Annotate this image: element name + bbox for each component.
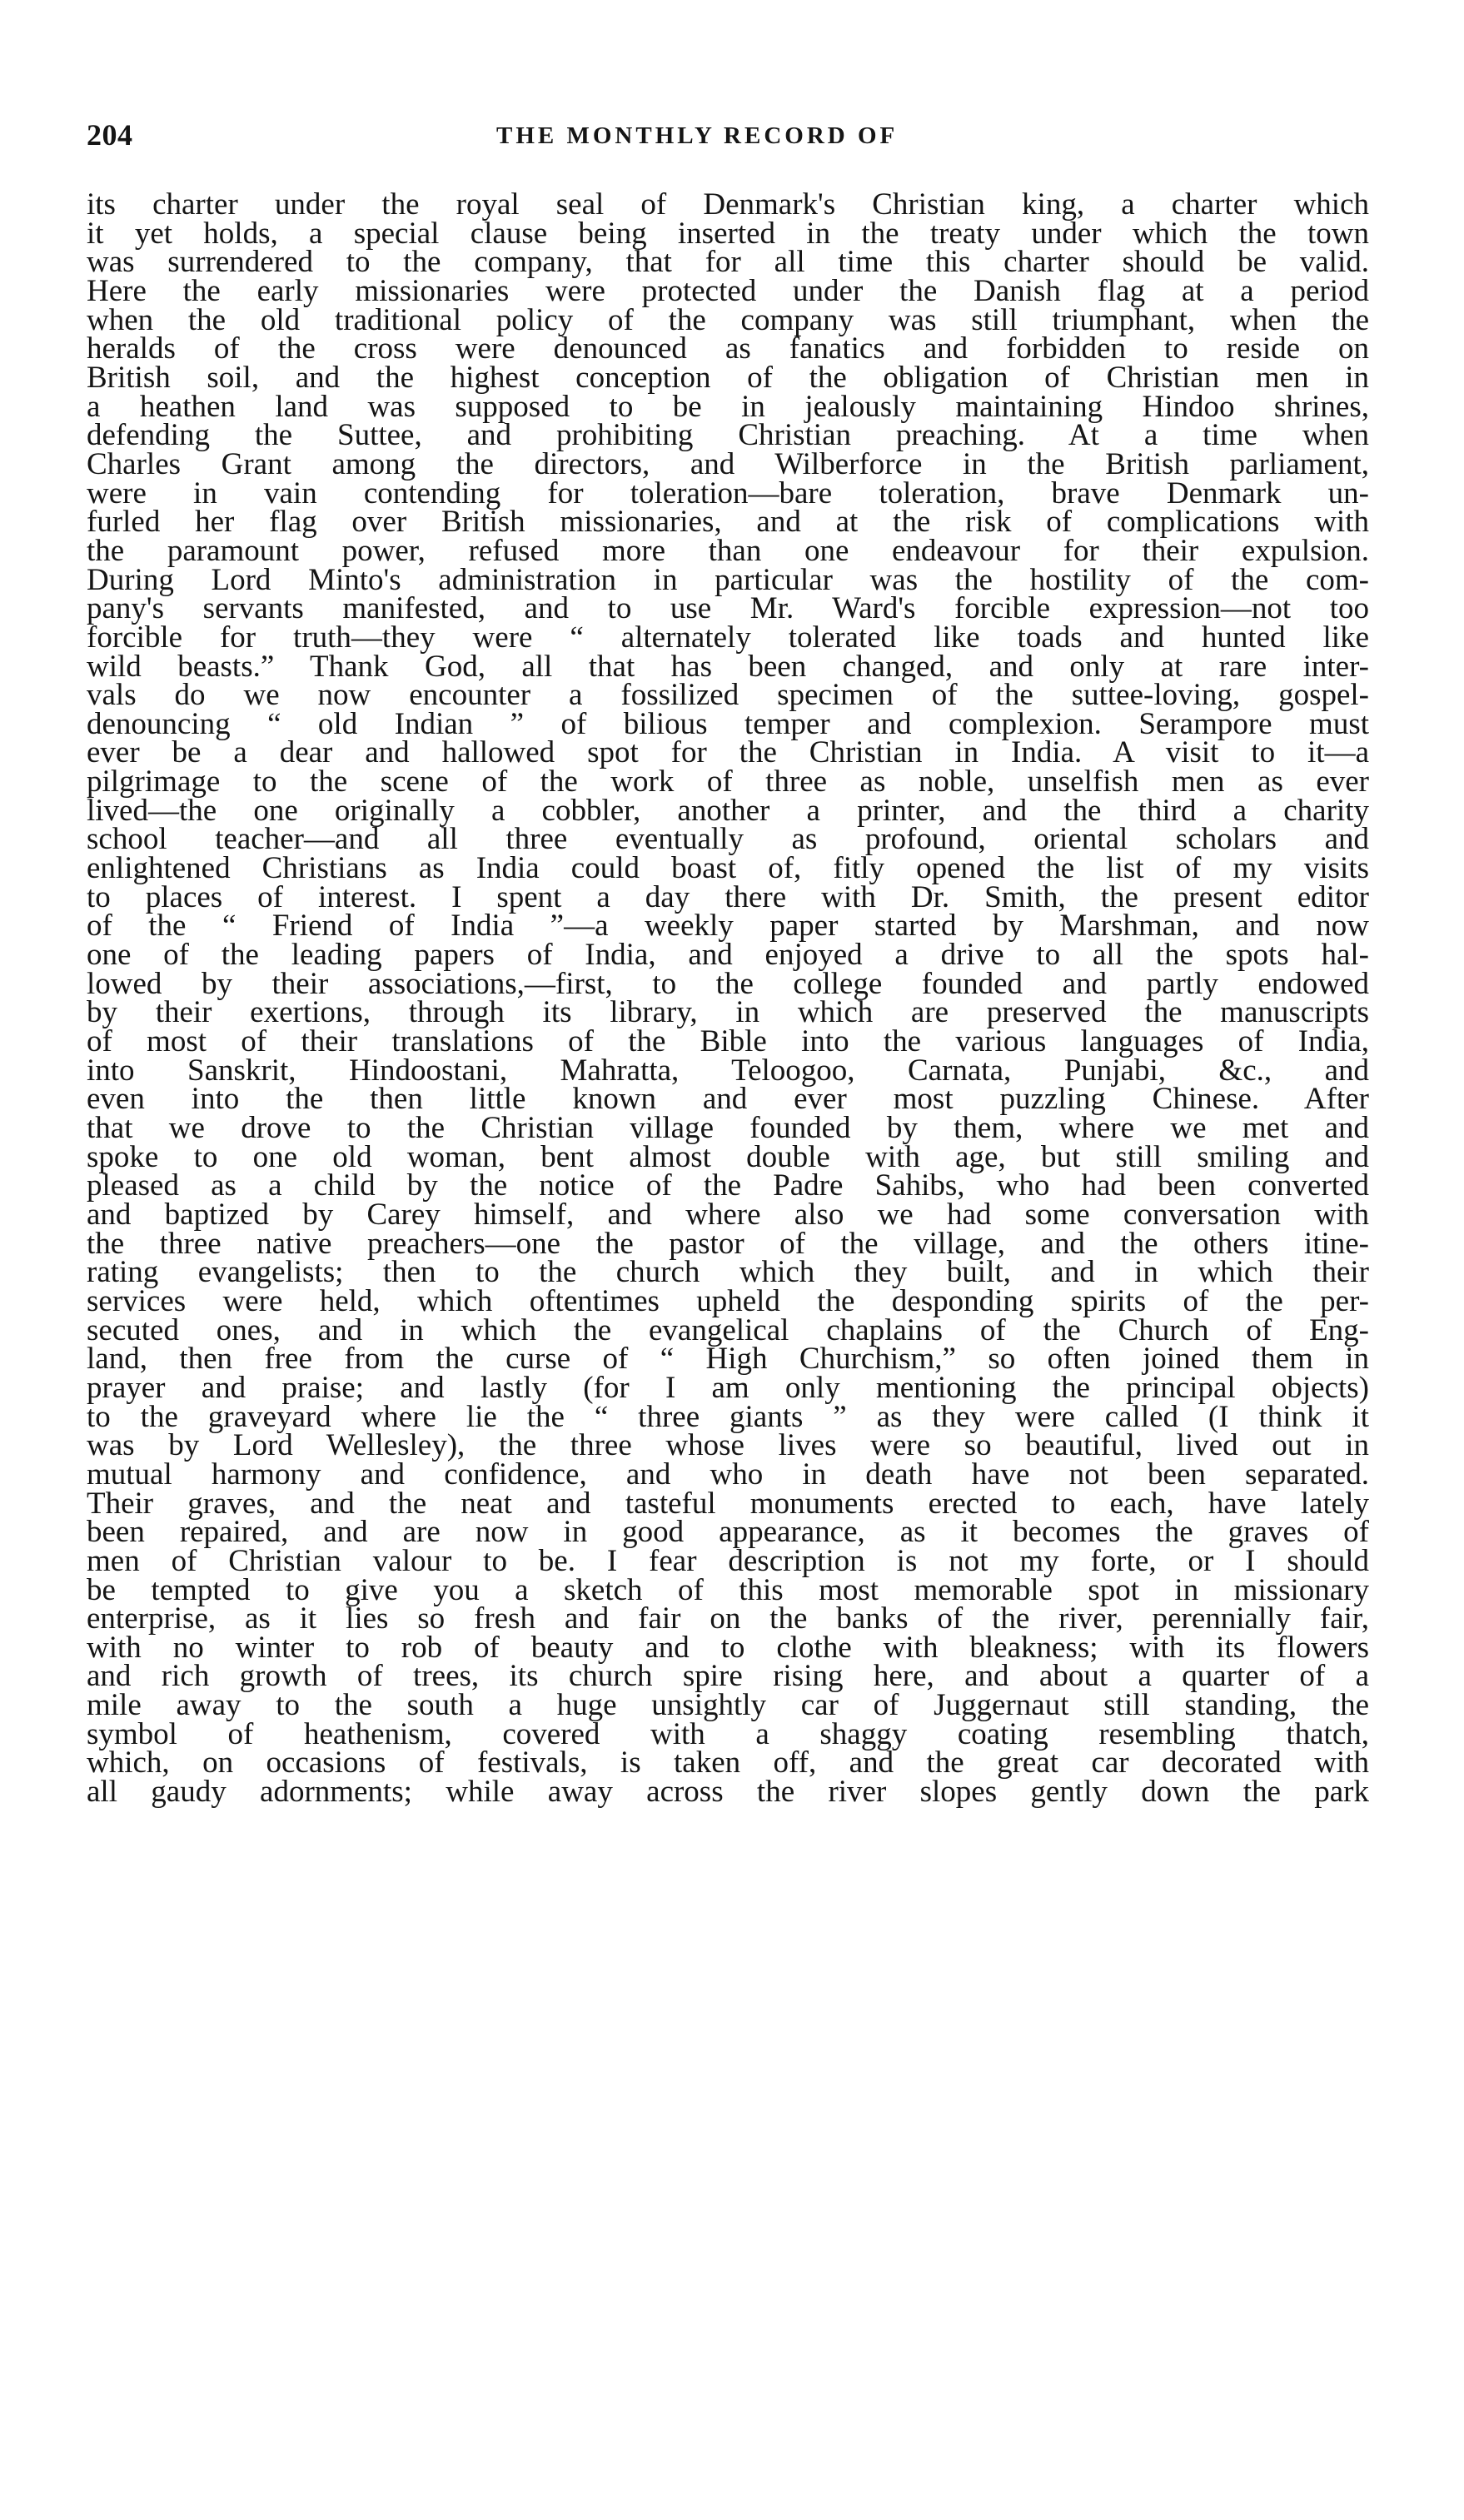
text-line: land, then free from the curse of “ High Churchism,” so often joined them in — [87, 1342, 1369, 1377]
text-line: pany's servants manifested, and to use Mr. Ward's forcible expression—not too — [87, 591, 1369, 626]
text-line: by their exertions, through its library, in which are preserved the manuscripts — [87, 995, 1369, 1030]
text-line: defending the Suttee, and prohibiting Christian preaching. At a time when — [87, 418, 1369, 453]
text-line: be tempted to give you a sketch of this most memorable spot in missionary — [87, 1572, 1369, 1607]
text-line: enterprise, as it lies so fresh and fair on the banks of the river, perennially fair, — [87, 1601, 1369, 1636]
text-line: Charles Grant among the directors, and Wilberforce in the British parliament, — [87, 446, 1369, 481]
text-line: furled her flag over British missionaries, and at the risk of complications with — [87, 505, 1369, 540]
text-line: the three native preachers—one the pastor of the village, and the others itine- — [87, 1226, 1369, 1261]
text-line: of the “ Friend of India ”—a weekly paper started by Marshman, and now — [87, 909, 1369, 944]
text-line: which, on occasions of festivals, is taken off, and the great car decorated with — [87, 1746, 1369, 1780]
text-line: secuted ones, and in which the evangelical chaplains of the Church of Eng- — [87, 1312, 1369, 1347]
text-line: to the graveyard where lie the “ three giants ” as they were called (I think it — [87, 1399, 1369, 1434]
text-line: spoke to one old woman, bent almost double with age, but still smiling and — [87, 1139, 1369, 1174]
text-line: a heathen land was supposed to be in jealously maintaining Hindoo shrines, — [87, 389, 1369, 424]
text-line: that we drove to the Christian village founded by them, where we met and — [87, 1111, 1369, 1145]
text-line: prayer and praise; and lastly (for I am only mentioning the principal objects) — [87, 1370, 1369, 1405]
text-line: enlightened Christians as India could boast of, fitly opened the list of my visits — [87, 851, 1369, 886]
text-line: it yet holds, a special clause being inserted in the treaty under which the town — [87, 216, 1369, 251]
text-line: even into the then little known and ever most puzzling Chinese. After — [87, 1082, 1369, 1117]
text-line: services were held, which oftentimes upheld the desponding spirits of the per- — [87, 1283, 1369, 1318]
text-line: rating evangelists; then to the church which they built, and in which their — [87, 1255, 1369, 1290]
text-line: pilgrimage to the scene of the work of three as noble, unselfish men as ever — [87, 764, 1369, 799]
text-line: to places of interest. I spent a day there with Dr. Smith, the present editor — [87, 879, 1369, 914]
text-line: its charter under the royal seal of Denmark's Christian king, a charter which — [87, 187, 1369, 222]
text-line: forcible for truth—they were “ alternately tolerated like toads and hunted like — [87, 620, 1369, 655]
text-line: was surrendered to the company, that for all time this charter should be valid. — [87, 245, 1369, 280]
text-line: mile away to the south a huge unsightly car of Juggernaut still standing, the — [87, 1688, 1369, 1723]
running-head: THE MONTHLY RECORD OF — [496, 122, 899, 149]
text-line: heralds of the cross were denounced as fanatics and forbidden to reside on — [87, 331, 1369, 366]
text-line: and baptized by Carey himself, and where also we had some conversation with — [87, 1197, 1369, 1232]
text-line: was by Lord Wellesley), the three whose lives were so beautiful, lived out in — [87, 1428, 1369, 1463]
text-line: one of the leading papers of India, and enjoyed a drive to all the spots hal- — [87, 938, 1369, 973]
text-line: with no winter to rob of beauty and to clothe with bleakness; with its flowers — [87, 1630, 1369, 1665]
text-line: all gaudy adornments; while away across the river slopes gently down the park — [87, 1775, 1369, 1810]
text-line: Here the early missionaries were protected under the Danish flag at a period — [87, 273, 1369, 308]
text-line: were in vain contending for toleration—bare toleration, brave Denmark un- — [87, 476, 1369, 510]
text-line: school teacher—and all three eventually as profound, oriental scholars and — [87, 822, 1369, 857]
text-line: Their graves, and the neat and tasteful monuments erected to each, have lately — [87, 1486, 1369, 1521]
text-line: into Sanskrit, Hindoostani, Mahratta, Teloogoo, Carnata, Punjabi, &c., and — [87, 1053, 1369, 1088]
page-number: 204 — [87, 118, 133, 152]
text-line: mutual harmony and confidence, and who in death have not been separated. — [87, 1457, 1369, 1492]
body-text — [87, 187, 1369, 1810]
text-line: and rich growth of trees, its church spire rising here, and about a quarter of a — [87, 1659, 1369, 1694]
text-line: lived—the one originally a cobbler, another a printer, and the third a charity — [87, 793, 1369, 828]
text-line: men of Christian valour to be. I fear description is not my forte, or I should — [87, 1543, 1369, 1578]
text-line: of most of their translations of the Bible into the various languages of India, — [87, 1024, 1369, 1059]
text-line: wild beasts.” Thank God, all that has been changed, and only at rare inter- — [87, 649, 1369, 684]
text-line: the paramount power, refused more than one endeavour for their expulsion. — [87, 533, 1369, 568]
text-line: been repaired, and are now in good appearance, as it becomes the graves of — [87, 1515, 1369, 1550]
text-line: During Lord Minto's administration in particular was the hostility of the com- — [87, 562, 1369, 597]
text-line: lowed by their associations,—first, to the college founded and partly endowed — [87, 966, 1369, 1001]
text-line: symbol of heathenism, covered with a shaggy coating resembling thatch, — [87, 1716, 1369, 1751]
text-line: ever be a dear and hallowed spot for the Christian in India. A visit to it—a — [87, 735, 1369, 770]
text-line: pleased as a child by the notice of the Padre Sahibs, who had been converted — [87, 1168, 1369, 1203]
text-line: British soil, and the highest conception of the obligation of Christian men in — [87, 360, 1369, 395]
text-line: when the old traditional policy of the company was still triumphant, when the — [87, 302, 1369, 337]
text-line: denouncing “ old Indian ” of bilious temper and complexion. Serampore must — [87, 706, 1369, 741]
text-line: vals do we now encounter a fossilized specimen of the suttee-loving, gospel- — [87, 678, 1369, 713]
